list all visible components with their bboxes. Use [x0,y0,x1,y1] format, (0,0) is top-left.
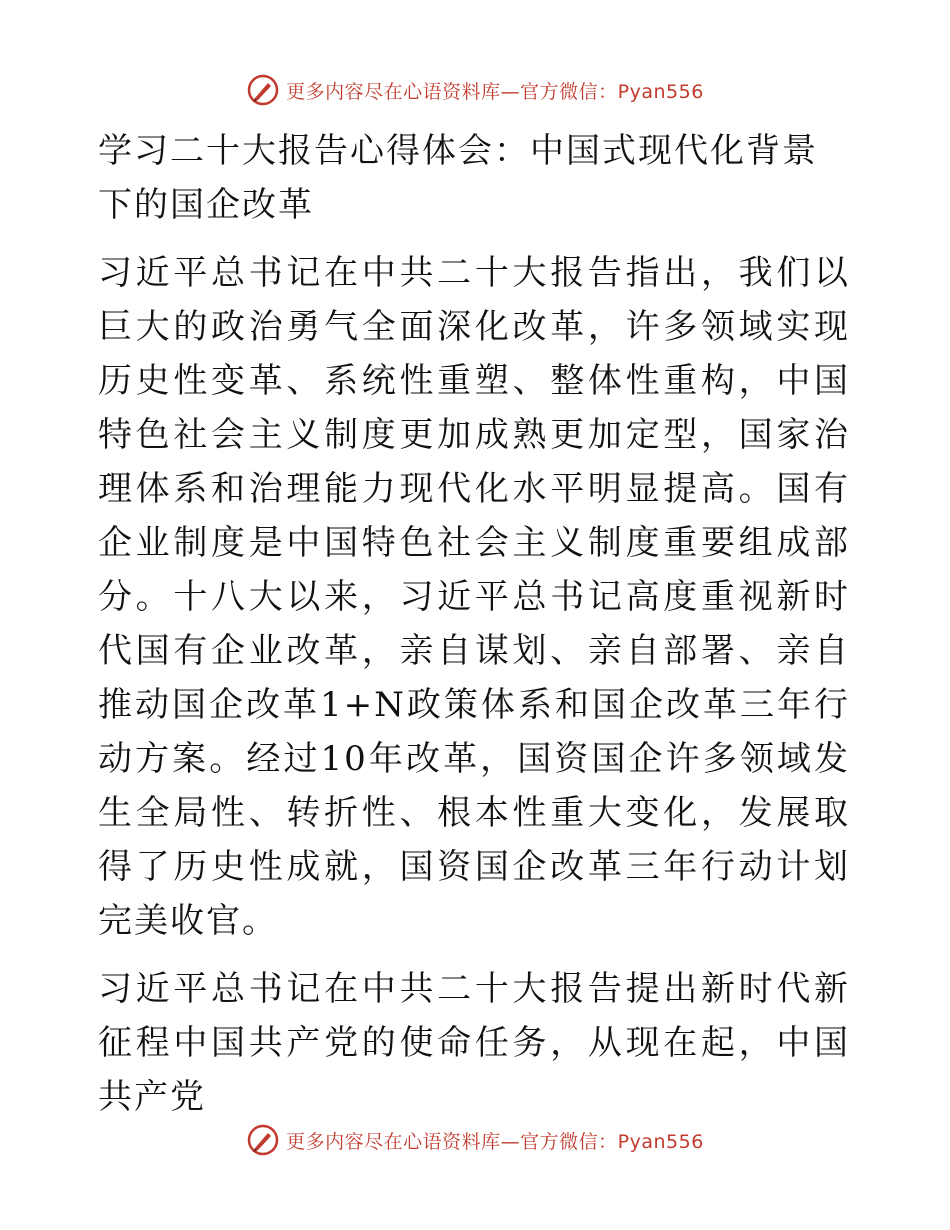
paragraph-2: 习近平总书记在中共二十大报告提出新时代新征程中国共产党的使命任务，从现在起，中国共产党 [98,969,850,1117]
footer-banner [0,1120,950,1160]
header-banner [0,70,950,110]
document-title: 学习二十大报告心得体会：中国式现代化背景下的国企改革 [98,131,818,225]
banner-text: 更多内容尽在心语资料库—官方微信：Pyan556 [286,1130,704,1153]
document-body [98,124,850,1138]
pen-logo-icon [246,73,280,107]
banner-text: 更多内容尽在心语资料库—官方微信：Pyan556 [286,80,704,103]
pen-logo-icon [246,1123,280,1157]
paragraph-1: 习近平总书记在中共二十大报告指出，我们以巨大的政治勇气全面深化改革，许多领域实现历史性变革、系统性重塑、整体性重构，中国特色社会主义制度更加成熟更加定型，国家治理体系和治理能力现代化水平明显提高。国有企业制度是中国特色社会主义制度重要组成部分。十八大以来，习近平总书记高度重视新时代国有企业改革，亲自谋划、亲自部署、亲自推动国企改革1+N政策体系和国企改革三年行动方案。经过10年改革，国资国企许多领域发生全局性、转折性、根本性重大变化，发展取得了历史性成就，国资国企改革三年行动计划完美收官。 [98,253,850,941]
